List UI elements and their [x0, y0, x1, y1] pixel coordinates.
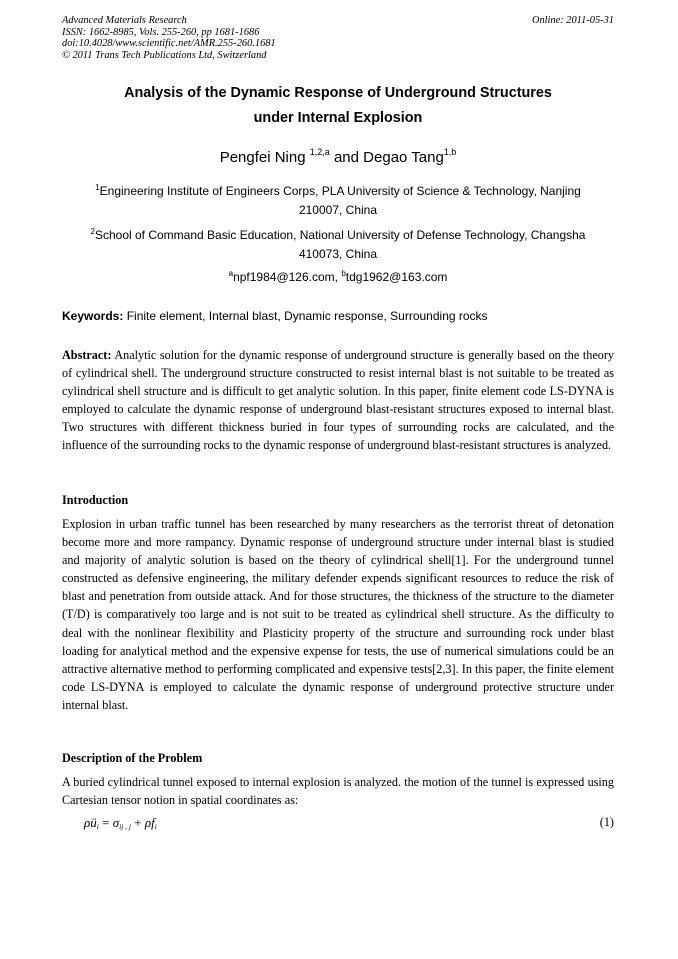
eq-sigma: σ: [112, 815, 120, 830]
affiliation-2-mark: 2: [90, 227, 95, 236]
problem-text: A buried cylindrical tunnel exposed to internal explosion is analyzed. the motion of the tunnel is expressed using Cartesian tensor notion in spatial coordinates as:: [62, 775, 614, 808]
eq-index-i-2: i: [154, 822, 157, 831]
title-line-1: Analysis of the Dynamic Response of Underground Structures: [124, 85, 552, 101]
affiliation-1-line-2: 210007, China: [298, 202, 378, 217]
email-a-mark: a: [228, 269, 234, 278]
introduction-text: Explosion in urban traffic tunnel has been researched by many researchers as the terrorist threat of detonation become more and more rampancy. Dynamic response of underground structure under internal blast is studied and majority of analytic solution is based on the theory of cylindrical shell[1]. For the underground tunnel constructed as defensive engineering, the military defender expends significant resources to reduce the risk of blast and penetration from outside attack. And for those structures, the thickness of the structure to the diameter (T/D) is comparatively too large and is not suit to be treated as cylindrical shell structure. As the difficulty to deal with the nonlinear flexibility and Plasticity property of the structure and surrounding rock under blast loading for analytical method and the expensive expense for tests, the use of numerical simulations could be an attractive alternative method to performing complicated and expensive tests[2,3]. In this paper, the finite element code LS-DYNA is employed to calculate the dynamic response of underground protective structure under internal blast.: [62, 517, 614, 712]
author-2-name: Degao Tang: [363, 149, 444, 166]
eq-force: f: [151, 815, 155, 830]
abstract-text: Analytic solution for the dynamic response of underground structure is generally based on the theory of cylindrical shell. The underground structure constructed to resist internal blast is not suitable to be treated as cylindrical shell structure and is difficult to get analytic solution. In this paper, finite element code LS-DYNA is employed to calculate the dynamic response of underground blast-resistant structures exposed to internal blast. Two structures with different thickness buried in four types of surrounding rocks are calculated, and the influence of the surrounding rocks to the dynamic response of underground blast-resistant structures is analyzed.: [62, 348, 615, 453]
author-1-name: Pengfei Ning: [219, 149, 306, 166]
email-b[interactable]: tdg1962@163.com: [345, 270, 448, 284]
equation-1-body: [84, 815, 157, 831]
affiliation-1-text: Engineering Institute of Engineers Corps, PLA University of Science & Technology, Nanjing: [99, 184, 581, 198]
author-2-affiliation-mark: 1,b: [443, 147, 457, 157]
keywords-label: Keywords:: [62, 309, 124, 323]
equation-number: (1): [599, 815, 614, 829]
journal-copyright: © 2011 Trans Tech Publications Ltd, Switzerland: [62, 49, 267, 61]
journal-issn: ISSN: 1662-8985, Vols. 255-260, pp 1681-1686: [62, 26, 260, 38]
introduction-heading: Introduction: [62, 493, 129, 507]
online-date: Online: 2011-05-31: [531, 15, 614, 26]
journal-doi: doi:10.4028/www.scientific.net/AMR.255-260.1681: [62, 38, 276, 49]
author-emails: [62, 268, 614, 287]
eq-equals: =: [98, 815, 113, 830]
title-line-2: under Internal Explosion: [253, 110, 423, 126]
paper-title: [62, 81, 614, 131]
eq-acceleration: ü: [90, 815, 97, 830]
email-a[interactable]: npf1984@126.com,: [233, 270, 338, 284]
affiliation-2-line-2: 410073, China: [298, 246, 378, 261]
eq-index-ijj: ij , j: [119, 822, 131, 831]
author-connector: and: [333, 149, 359, 166]
equation-1: [62, 815, 614, 837]
author-1-affiliation-mark: 1,2,a: [309, 147, 330, 157]
keywords-text: Finite element, Internal blast, Dynamic response, Surrounding rocks: [126, 309, 488, 323]
keywords: [62, 307, 614, 325]
problem-heading: Description of the Problem: [62, 751, 203, 765]
journal-header: [62, 15, 614, 61]
eq-rho: ρ: [84, 815, 91, 830]
eq-rho-2: ρ: [144, 815, 152, 830]
email-b-mark: b: [341, 269, 346, 278]
eq-index-i: i: [96, 822, 99, 831]
abstract-label: Abstract:: [62, 348, 112, 362]
eq-plus: +: [131, 815, 145, 830]
abstract: [62, 346, 614, 455]
author-list: [62, 147, 614, 169]
affiliation-1-mark: 1: [95, 183, 100, 192]
journal-name: Advanced Materials Research: [62, 15, 187, 26]
affiliation-1: [62, 182, 614, 219]
affiliation-2-text: School of Command Basic Education, National University of Defense Technology, Changsha: [94, 228, 586, 242]
affiliation-2: [62, 226, 614, 263]
